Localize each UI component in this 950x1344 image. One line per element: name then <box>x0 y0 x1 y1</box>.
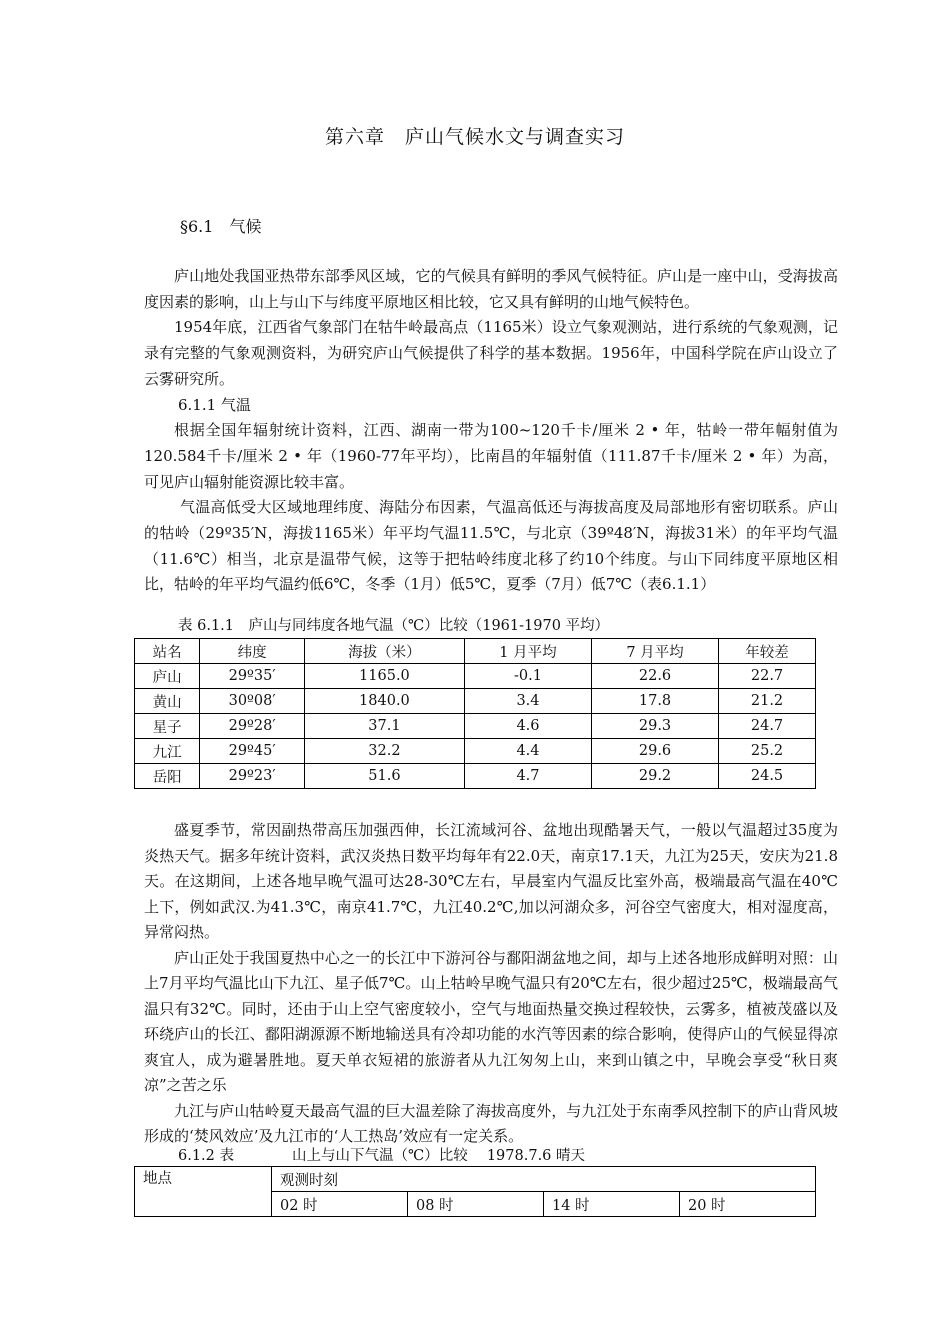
table-cell: 25.2 <box>719 739 816 764</box>
header-cell: 纬度 <box>200 639 305 664</box>
section-title: §6.1 气候 <box>180 217 262 236</box>
table-cell: 32.2 <box>304 739 464 764</box>
table-cell: 29º28′ <box>200 714 305 739</box>
table-cell: 29º23′ <box>200 764 305 789</box>
table-cell: 九江 <box>135 739 200 764</box>
table-cell: 29.6 <box>592 739 719 764</box>
paragraph-3: 根据全国年辐射统计资料，江西、湖南一带为100~120千卡/厘米 2 • 年，牯岭一带年幅射值为120.584千卡/厘米 2 • 年（1960-77年平均），比南昌的年辐射值（111.87千卡/厘米 2 • 年）为高，可见庐山辐射能资源比较丰富。 <box>144 421 838 491</box>
time-header-cell: 观测时刻 <box>272 1167 816 1192</box>
header-cell: 站名 <box>135 639 200 664</box>
paragraph-5: 盛夏季节，常因副热带高压加强西伸，长江流域河谷、盆地出现酷暑天气，一般以气温超过35度为炎热天气。据多年统计资料，武汉炎热日数平均每年有22.0天，南京17.1天，九江为25天，安庆为21.8天。在这期间，上述各地早晚气温可达28-30℃左右，早晨室内气温反比室外高，极端最高气温在40℃上下，例如武汉.为41.3℃，南京41.7℃，九江40.2℃,加以河湖众多，河谷空气密度大，相对湿度高，异常闷热。 <box>144 821 838 941</box>
table-row <box>135 714 816 739</box>
table-header-row <box>135 639 816 664</box>
table-cell: 岳阳 <box>135 764 200 789</box>
table-cell: 24.7 <box>719 714 816 739</box>
table-cell: 1840.0 <box>304 689 464 714</box>
table-cell: 17.8 <box>592 689 719 714</box>
table-row <box>135 764 816 789</box>
table-cell: 30º08′ <box>200 689 305 714</box>
table-cell: 4.7 <box>464 764 591 789</box>
mountain-temperature-table <box>134 1166 816 1217</box>
table-cell: 星子 <box>135 714 200 739</box>
table-cell: 37.1 <box>304 714 464 739</box>
header-cell: 1 月平均 <box>464 639 591 664</box>
table-cell: 庐山 <box>135 664 200 689</box>
table-cell: 3.4 <box>464 689 591 714</box>
temperature-comparison-table <box>134 638 816 789</box>
subsection-heading: 6.1.1 气温 <box>178 395 251 414</box>
table-row <box>135 739 816 764</box>
time-cell: 08 时 <box>408 1192 544 1217</box>
time-cell: 14 时 <box>544 1192 680 1217</box>
paragraph-6: 庐山正处于我国夏热中心之一的长江中下游河谷与鄱阳湖盆地之间，却与上述各地形成鲜明对照：山上7月平均气温比山下九江、星子低7℃。山上牯岭早晚气温只有20℃左右，很少超过25℃，极端最高气温只有32℃。同时，还由于山上空气密度较小，空气与地面热量交换过程较快，云雾多，植被茂盛以及环绕庐山的长江、鄱阳湖源源不断地输送具有冷却功能的水汽等因素的综合影响，使得庐山的气候显得凉爽宜人，成为避暑胜地。夏天单衣短裙的旅游者从九江匆匆上山，来到山镇之中，早晚会享受“秋日爽凉”之苦之乐 <box>144 948 838 1094</box>
place-header-cell: 地点 <box>135 1167 272 1217</box>
table-cell: 51.6 <box>304 764 464 789</box>
paragraph-7: 九江与庐山牯岭夏天最高气温的巨大温差除了海拔高度外，与九江处于东南季风控制下的庐山背风坡形成的‘焚风效应’及九江市的‘人工热岛’效应有一定关系。 <box>144 1101 838 1145</box>
chapter-title: 第六章 庐山气候水文与调查实习 <box>324 126 625 148</box>
table1-caption: 表 6.1.1 庐山与同纬度各地气温（℃）比较（1961-1970 平均） <box>178 618 610 634</box>
table-row <box>135 664 816 689</box>
header-cell: 7 月平均 <box>592 639 719 664</box>
table-cell: 22.6 <box>592 664 719 689</box>
table-header-row <box>135 1167 816 1192</box>
header-cell: 海拔（米） <box>304 639 464 664</box>
header-cell: 年较差 <box>719 639 816 664</box>
table-cell: 29.3 <box>592 714 719 739</box>
table-cell: 4.4 <box>464 739 591 764</box>
table-cell: 1165.0 <box>304 664 464 689</box>
table-cell: 29.2 <box>592 764 719 789</box>
paragraph-4: 气温高低受大区域地理纬度、海陆分布因素，气温高低还与海拔高度及局部地形有密切联系。庐山的牯岭（29º35′N，海拔1165米）年平均气温11.5℃，与北京（39º48′N，海拔31米）的年平均气温（11.6℃）相当，北京是温带气候，这等于把牯岭纬度北移了约10个纬度。与山下同纬度平原地区相比，牯岭的年平均气温约低6℃，冬季（1月）低5℃，夏季（7月）低7℃（表6.1.1） <box>144 498 838 594</box>
time-cell: 02 时 <box>272 1192 408 1217</box>
table-cell: 22.7 <box>719 664 816 689</box>
table-cell: 24.5 <box>719 764 816 789</box>
table-cell: -0.1 <box>464 664 591 689</box>
table-cell: 4.6 <box>464 714 591 739</box>
table2-caption: 6.1.2 表 山上与山下气温（℃）比较 1978.7.6 晴天 <box>178 1148 586 1164</box>
table-row <box>135 689 816 714</box>
paragraph-2: 1954年底，江西省气象部门在牯牛岭最高点（1165米）设立气象观测站，进行系统的气象观测，记录有完整的气象观测资料，为研究庐山气候提供了科学的基本数据。1956年，中国科学院在庐山设立了云雾研究所。 <box>144 318 838 388</box>
body-text-bottom <box>144 818 838 1150</box>
paragraph-1: 庐山地处我国亚热带东部季风区域，它的气候具有鲜明的季风气候特征。庐山是一座中山，受海拔高度因素的影响，山上与山下与纬度平原地区相比较，它又具有鲜明的山地气候特色。 <box>144 267 838 311</box>
table-cell: 29º45′ <box>200 739 305 764</box>
time-cell: 20 时 <box>680 1192 816 1217</box>
table-cell: 黄山 <box>135 689 200 714</box>
table-cell: 29º35′ <box>200 664 305 689</box>
table-cell: 21.2 <box>719 689 816 714</box>
body-text-top <box>144 264 838 598</box>
